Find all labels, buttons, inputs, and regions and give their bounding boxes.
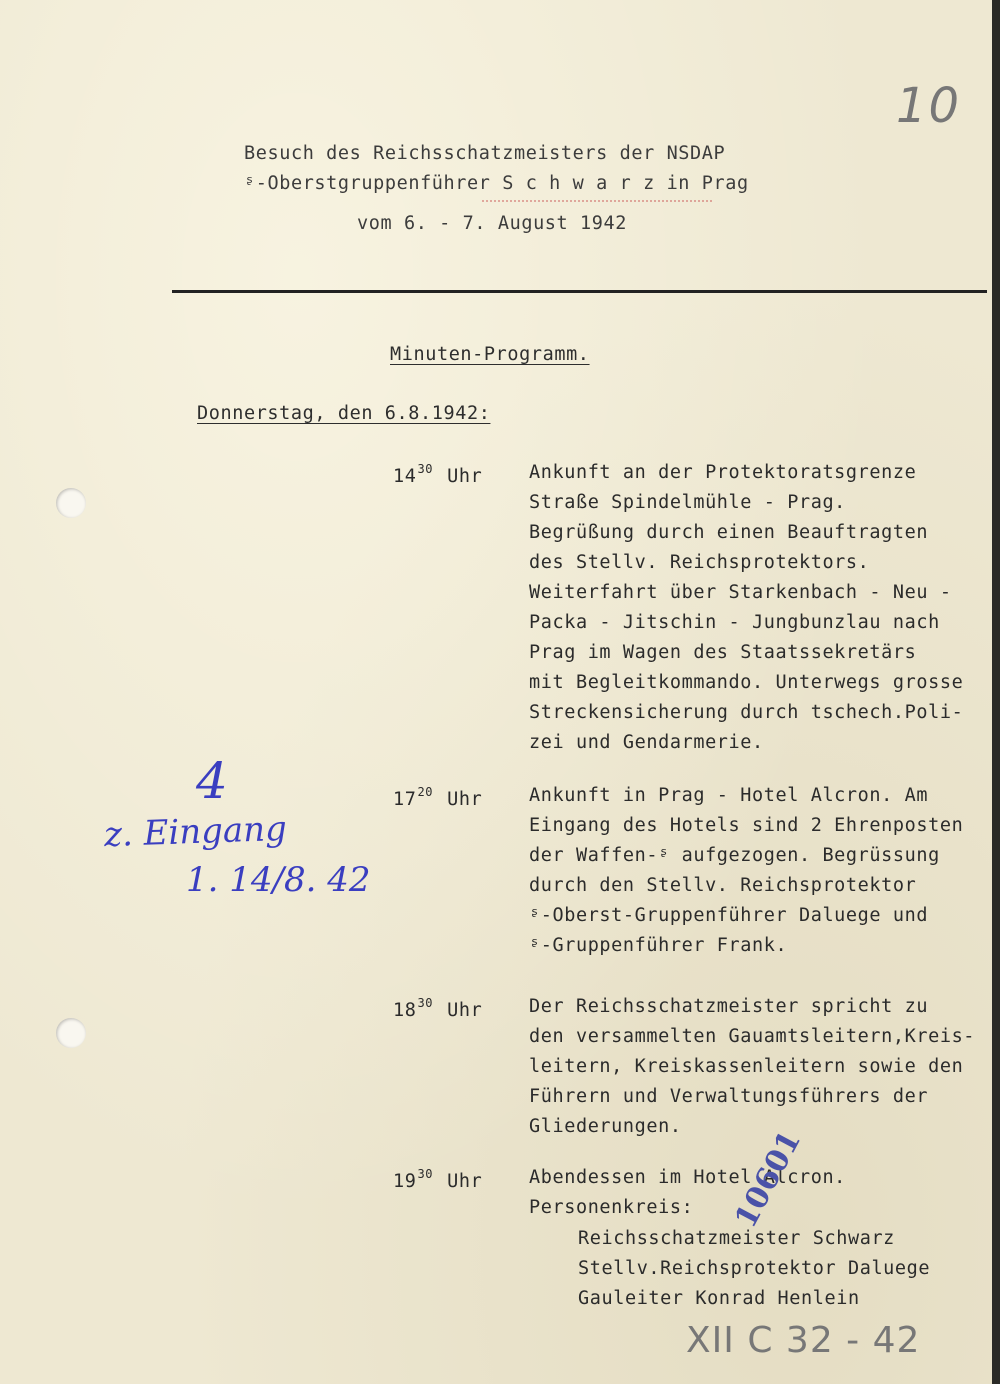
punch-hole-bottom bbox=[56, 1018, 86, 1048]
minute: 20 bbox=[417, 785, 434, 799]
entry-line: des Stellv. Reichsprotektors. bbox=[529, 552, 870, 573]
time-1930 bbox=[393, 1167, 482, 1192]
entry-line: Eingang des Hotels sind 2 Ehrenposten bbox=[529, 815, 964, 836]
day-heading: Donnerstag, den 6.8.1942: bbox=[197, 403, 491, 424]
header-line-2: ᶳ-Oberstgruppenführer S c h w a r z in Prag bbox=[244, 173, 749, 194]
punch-hole-top bbox=[56, 488, 86, 518]
entry-line: Straße Spindelmühle - Prag. bbox=[529, 492, 846, 513]
entry-line: mit Begleitkommando. Unterwegs grosse bbox=[529, 672, 964, 693]
page-number: 10 bbox=[896, 78, 962, 134]
person-line: Stellv.Reichsprotektor Daluege bbox=[578, 1258, 931, 1279]
archive-reference: XII C 32 - 42 bbox=[686, 1320, 921, 1361]
minute: 30 bbox=[417, 1167, 434, 1181]
horizontal-rule bbox=[172, 290, 987, 293]
entry-line: Gliederungen. bbox=[529, 1116, 682, 1137]
header-line-3: vom 6. - 7. August 1942 bbox=[357, 213, 627, 234]
entry-line: Prag im Wagen des Staatssekretärs bbox=[529, 642, 917, 663]
entry-line: Packa - Jitschin - Jungbunzlau nach bbox=[529, 612, 940, 633]
entry-line: ᶳ-Gruppenführer Frank. bbox=[529, 935, 788, 956]
unit: Uhr bbox=[447, 789, 483, 810]
time-1830 bbox=[393, 996, 482, 1021]
handwritten-note-eingang: z. Eingang bbox=[103, 808, 288, 856]
entry-line: zei und Gendarmerie. bbox=[529, 732, 764, 753]
minute: 30 bbox=[417, 462, 434, 476]
person-line: Reichsschatzmeister Schwarz bbox=[578, 1228, 895, 1249]
handwritten-mark-top: 4 bbox=[196, 752, 228, 810]
entry-line: Führern und Verwaltungsführers der bbox=[529, 1086, 929, 1107]
header-line-1: Besuch des Reichsschatzmeisters der NSDAP bbox=[244, 143, 726, 164]
entry-line: leitern, Kreiskassenleitern sowie den bbox=[529, 1056, 964, 1077]
handwritten-date: 1. 14/8. 42 bbox=[186, 860, 371, 900]
unit: Uhr bbox=[447, 466, 483, 487]
hour: 19 bbox=[393, 1171, 417, 1192]
entry-line: Streckensicherung durch tschech.Poli- bbox=[529, 702, 964, 723]
entry-line: Ankunft in Prag - Hotel Alcron. Am bbox=[529, 785, 929, 806]
entry-line: Abendessen im Hotel Alcron. bbox=[529, 1167, 846, 1188]
stamp-number: 10601 bbox=[728, 1125, 809, 1234]
time-1720 bbox=[393, 785, 482, 810]
hour: 18 bbox=[393, 1000, 417, 1021]
person-line: Gauleiter Konrad Henlein bbox=[578, 1288, 860, 1309]
entry-line: Begrüßung durch einen Beauftragten bbox=[529, 522, 929, 543]
hour: 14 bbox=[393, 466, 417, 487]
entry-line: Personenkreis: bbox=[529, 1197, 694, 1218]
red-underline-mark bbox=[482, 200, 712, 204]
minute: 30 bbox=[417, 996, 434, 1010]
hour: 17 bbox=[393, 789, 417, 810]
time-1430 bbox=[393, 462, 482, 487]
entry-line: durch den Stellv. Reichsprotektor bbox=[529, 875, 917, 896]
entry-line: der Waffen-ᶳ aufgezogen. Begrüssung bbox=[529, 845, 940, 866]
entry-line: Der Reichsschatzmeister spricht zu bbox=[529, 996, 929, 1017]
entry-line: den versammelten Gauamtsleitern,Kreis- bbox=[529, 1026, 976, 1047]
entry-line: Ankunft an der Protektoratsgrenze bbox=[529, 462, 917, 483]
program-title: Minuten-Programm. bbox=[390, 344, 590, 365]
entry-line: Weiterfahrt über Starkenbach - Neu - bbox=[529, 582, 952, 603]
entry-line: ᶳ-Oberst-Gruppenführer Daluege und bbox=[529, 905, 929, 926]
unit: Uhr bbox=[447, 1000, 483, 1021]
unit: Uhr bbox=[447, 1171, 483, 1192]
